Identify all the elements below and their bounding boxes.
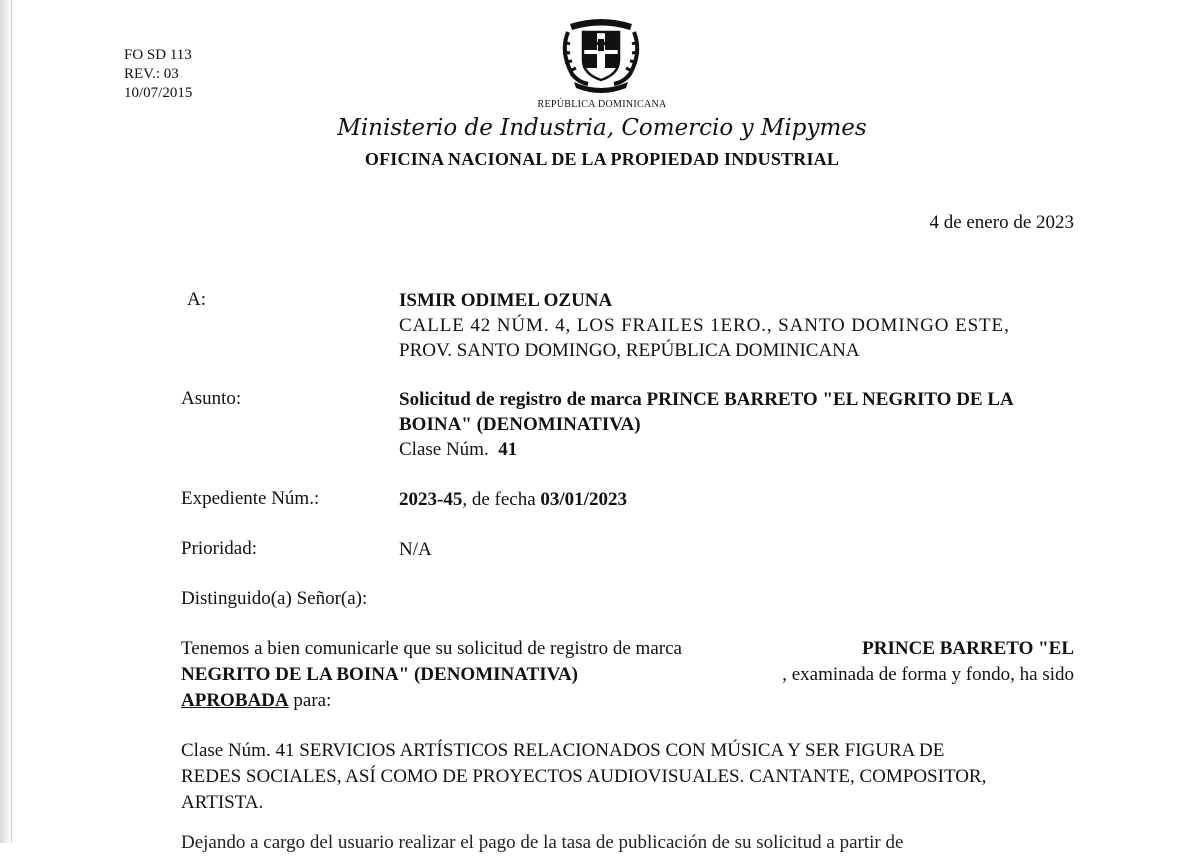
subject-label: Asunto:	[181, 388, 242, 409]
approved-word: APROBADA	[181, 690, 289, 711]
file-date: 03/01/2023	[540, 489, 627, 510]
priority-value: N/A	[399, 539, 432, 560]
recipient-label: A:	[187, 289, 206, 310]
approval-line-2	[181, 662, 1074, 688]
recipient-address-line-1: CALLE 42 NÚM. 4, LOS FRAILES 1ERO., SANTO DOMINGO ESTE,	[399, 315, 1010, 336]
file-number: 2023-45	[399, 489, 463, 510]
truncated-next-paragraph: Dejando a cargo del usuario realizar el pago de la tasa de publicación de su solicitud a partir de	[181, 832, 904, 853]
services-paragraph	[181, 738, 1074, 816]
file-value	[399, 487, 1074, 512]
approval-line-3	[181, 688, 1074, 714]
recipient-name: ISMIR ODIMEL OZUNA	[399, 290, 613, 311]
subject-class	[399, 437, 1074, 462]
recipient-address-line-2: PROV. SANTO DOMINGO, REPÚBLICA DOMINICANA	[399, 340, 860, 361]
class-number: 41	[498, 439, 518, 460]
greeting: Distinguido(a) Señor(a):	[181, 588, 368, 609]
priority-label: Prioridad:	[181, 538, 257, 559]
form-code-block	[124, 46, 192, 103]
services-line-3: ARTISTA.	[181, 792, 264, 813]
recipient-block	[399, 288, 1074, 363]
class-prefix: Clase Núm.	[399, 439, 489, 460]
services-line-2: REDES SOCIALES, ASÍ COMO DE PROYECTOS AUDIOVISUALES. CANTANTE, COMPOSITOR,	[181, 766, 987, 787]
office-name: OFICINA NACIONAL DE LA PROPIEDAD INDUSTRIAL	[364, 149, 840, 169]
form-date: 10/07/2015	[124, 85, 193, 101]
approval-line-2-left	[181, 662, 578, 688]
approval-mark-part-1: PRINCE BARRETO "EL	[862, 638, 1074, 659]
subject-line-1: Solicitud de registro de marca PRINCE BARRETO "EL NEGRITO DE LA	[399, 389, 1014, 410]
approval-line-1	[181, 636, 1074, 662]
approval-paragraph	[181, 636, 1074, 714]
coat-of-arms-emblem	[558, 12, 644, 94]
letter-date: 4 de enero de 2023	[929, 212, 1074, 233]
subject-block	[399, 387, 1074, 462]
approval-text-1: Tenemos a bien comunicarle que su solicitud de registro de marca	[181, 638, 682, 659]
approval-text-3: para:	[288, 690, 332, 711]
file-date-prefix: , de fecha	[462, 489, 536, 510]
file-label: Expediente Núm.:	[181, 488, 320, 509]
services-line-1: Clase Núm. 41 SERVICIOS ARTÍSTICOS RELACIONADOS CON MÚSICA Y SER FIGURA DE	[181, 740, 945, 761]
form-code: FO SD 113	[124, 47, 192, 63]
ministry-name: Ministerio de Industria, Comercio y Mipymes	[337, 115, 867, 141]
form-revision: REV.: 03	[124, 66, 179, 82]
country-name: REPÚBLICA DOMINICANA	[537, 99, 667, 110]
approval-text-2: , examinada de forma y fondo, ha sido	[782, 664, 1074, 685]
approval-mark-part-2: NEGRITO DE LA BOINA" (DENOMINATIVA)	[181, 664, 578, 685]
subject-line-2: BOINA" (DENOMINATIVA)	[399, 414, 641, 435]
